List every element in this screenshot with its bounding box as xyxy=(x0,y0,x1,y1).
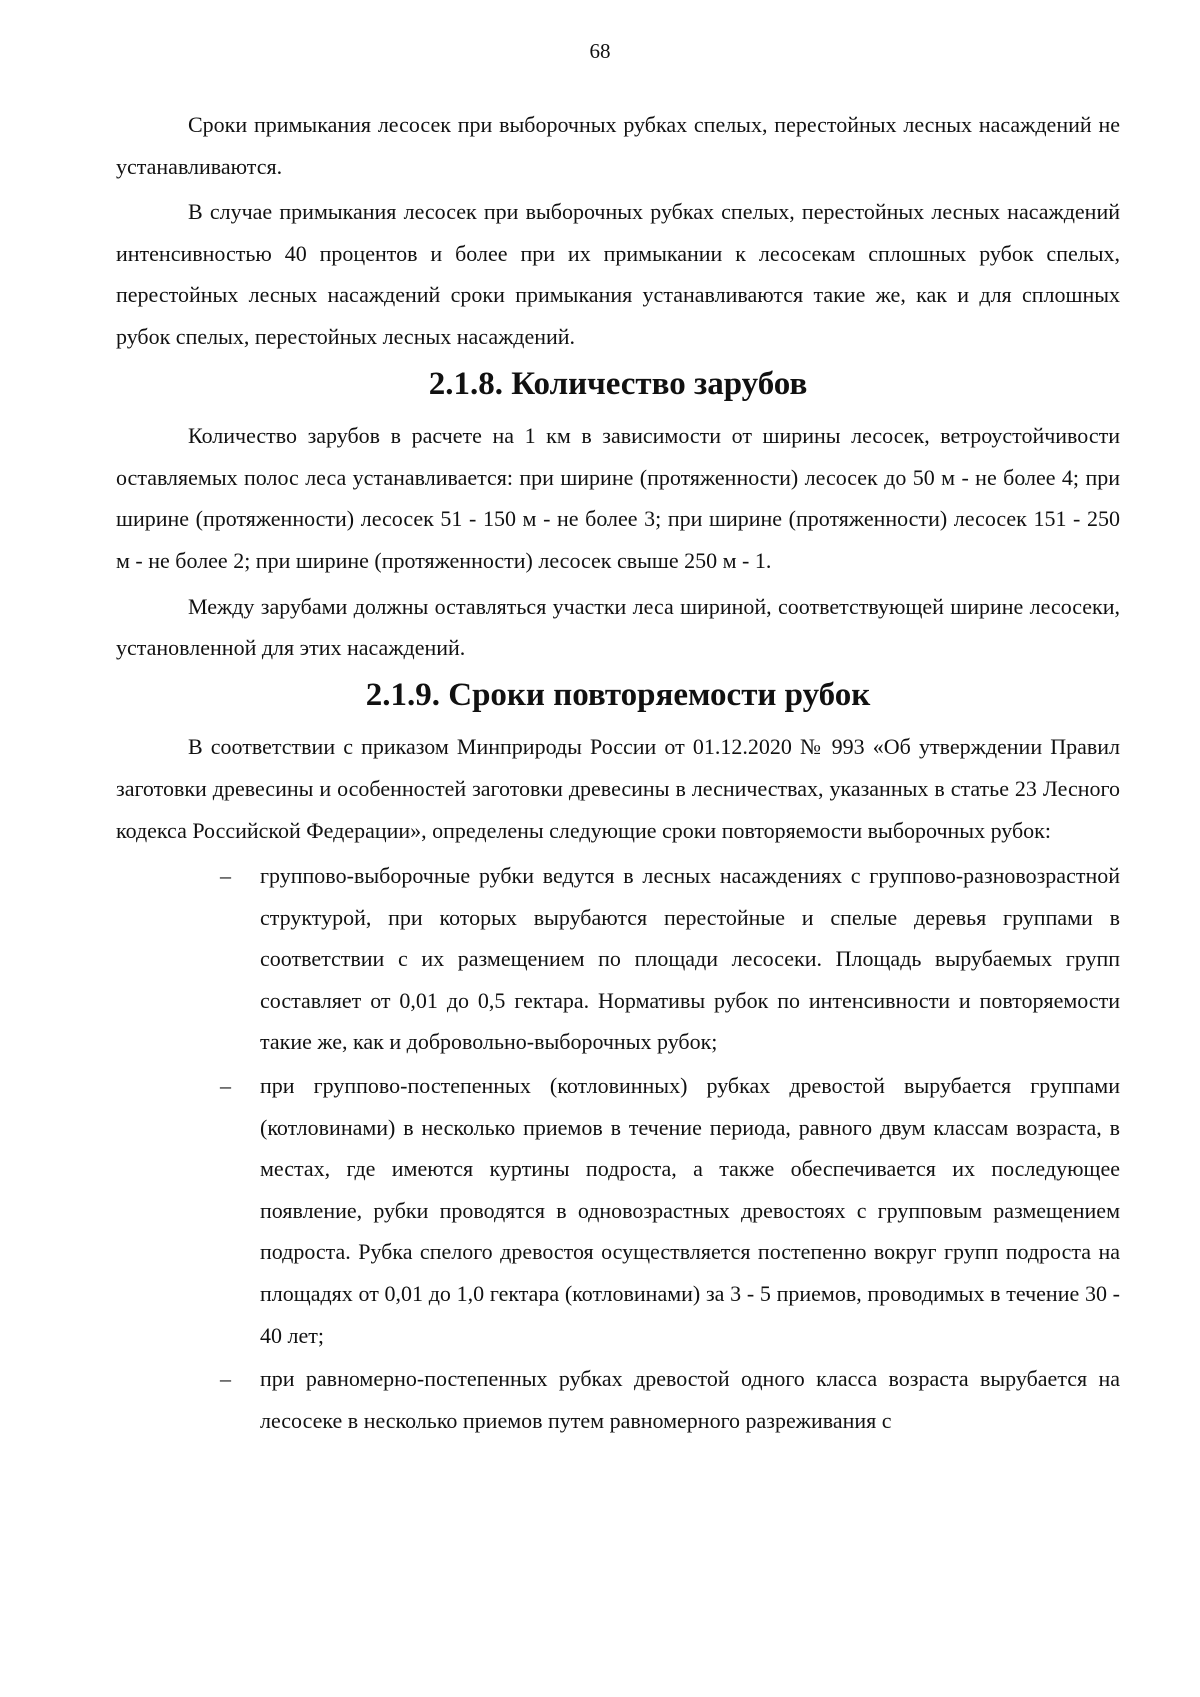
section-heading-2-1-8: 2.1.8. Количество зарубов xyxy=(428,365,808,402)
list-item xyxy=(116,1065,1120,1356)
paragraph-forest-strips: Между зарубами должны оставляться участки леса шириной, соответствующей ширине лесосеки, установленной для этих насаждений. xyxy=(116,593,1120,661)
paragraph-adjacency-terms: Сроки примыкания лесосек при выборочных рубках спелых, перестойных лесных насаждений не устанавливаются. xyxy=(116,112,1120,179)
paragraph-cuts-count: Количество зарубов в расчете на 1 км в зависимости от ширины лесосек, ветроустойчивости оставляемых полос леса устанавливается: при ширине (протяженности) лесосек до 50 м - не более 4; при ширине (протяженности) лесосек 51 - 150 м - не более 3; при ширине (протяженности) лесосек 151 - 250 м - не более 2; при ширине (протяженности) лесосек свыше 250 м - 1. xyxy=(116,423,1120,573)
paragraph-order-reference: В соответствии с приказом Минприроды России от 01.12.2020 № 993 «Об утверждении Правил заготовки древесины и особенностей заготовки древесины в лесничествах, указанных в статье 23 Лесного кодекса Российской Федерации», определены следующие сроки повторяемости выборочных рубок: xyxy=(116,734,1120,843)
felling-types-list xyxy=(116,855,1120,1441)
dash-bullet-icon: – xyxy=(220,1073,231,1099)
list-item xyxy=(116,1358,1120,1441)
list-item xyxy=(116,855,1120,1063)
dash-bullet-icon: – xyxy=(220,1366,231,1392)
list-item-text: групповo-выборочные рубки ведутся в лесных насаждениях с группово-разновозрастной структурой, при которых вырубаются перестойные и спелые деревья группами в соответствии с их размещением по площади лесосеки. Площадь вырубаемых групп составляет от 0,01 до 0,5 гектара. Нормативы рубок по интенсивности и повторяемости такие же, как и добровольно-выборочных рубок; xyxy=(260,863,1120,1055)
section-heading-2-1-9: 2.1.9. Сроки повторяемости рубок xyxy=(365,676,871,713)
list-item-text: при группово-постепенных (котловинных) рубках древостой вырубается группами (котловинами) в несколько приемов в течение периода, равного двум классам возраста, в местах, где имеются куртины подроста, а также обеспечивается их последующее появление, рубки проводятся в одновозрастных древостоях с групповым размещением подроста. Рубка спелого древостоя осуществляется постепенно вокруг групп подроста на площадях от 0,01 до 1,0 гектара (котловинами) за 3 - 5 приемов, проводимых в течение 30 - 40 лет; xyxy=(260,1073,1120,1348)
paragraph-adjacency-intensity: В случае примыкания лесосек при выборочных рубках спелых, перестойных лесных насаждений интенсивностью 40 процентов и более при их примыкании к лесосекам сплошных рубок спелых, перестойных лесных насаждений сроки примыкания устанавливаются такие же, как и для сплошных рубок спелых, перестойных лесных насаждений. xyxy=(116,199,1120,349)
page-number: 68 xyxy=(589,39,611,63)
document-body xyxy=(116,104,1120,1443)
dash-bullet-icon: – xyxy=(220,863,231,889)
list-item-text: при равномерно-постепенных рубках древостой одного класса возраста вырубается на лесосеке в несколько приемов путем равномерного разреживания с xyxy=(260,1366,1120,1433)
